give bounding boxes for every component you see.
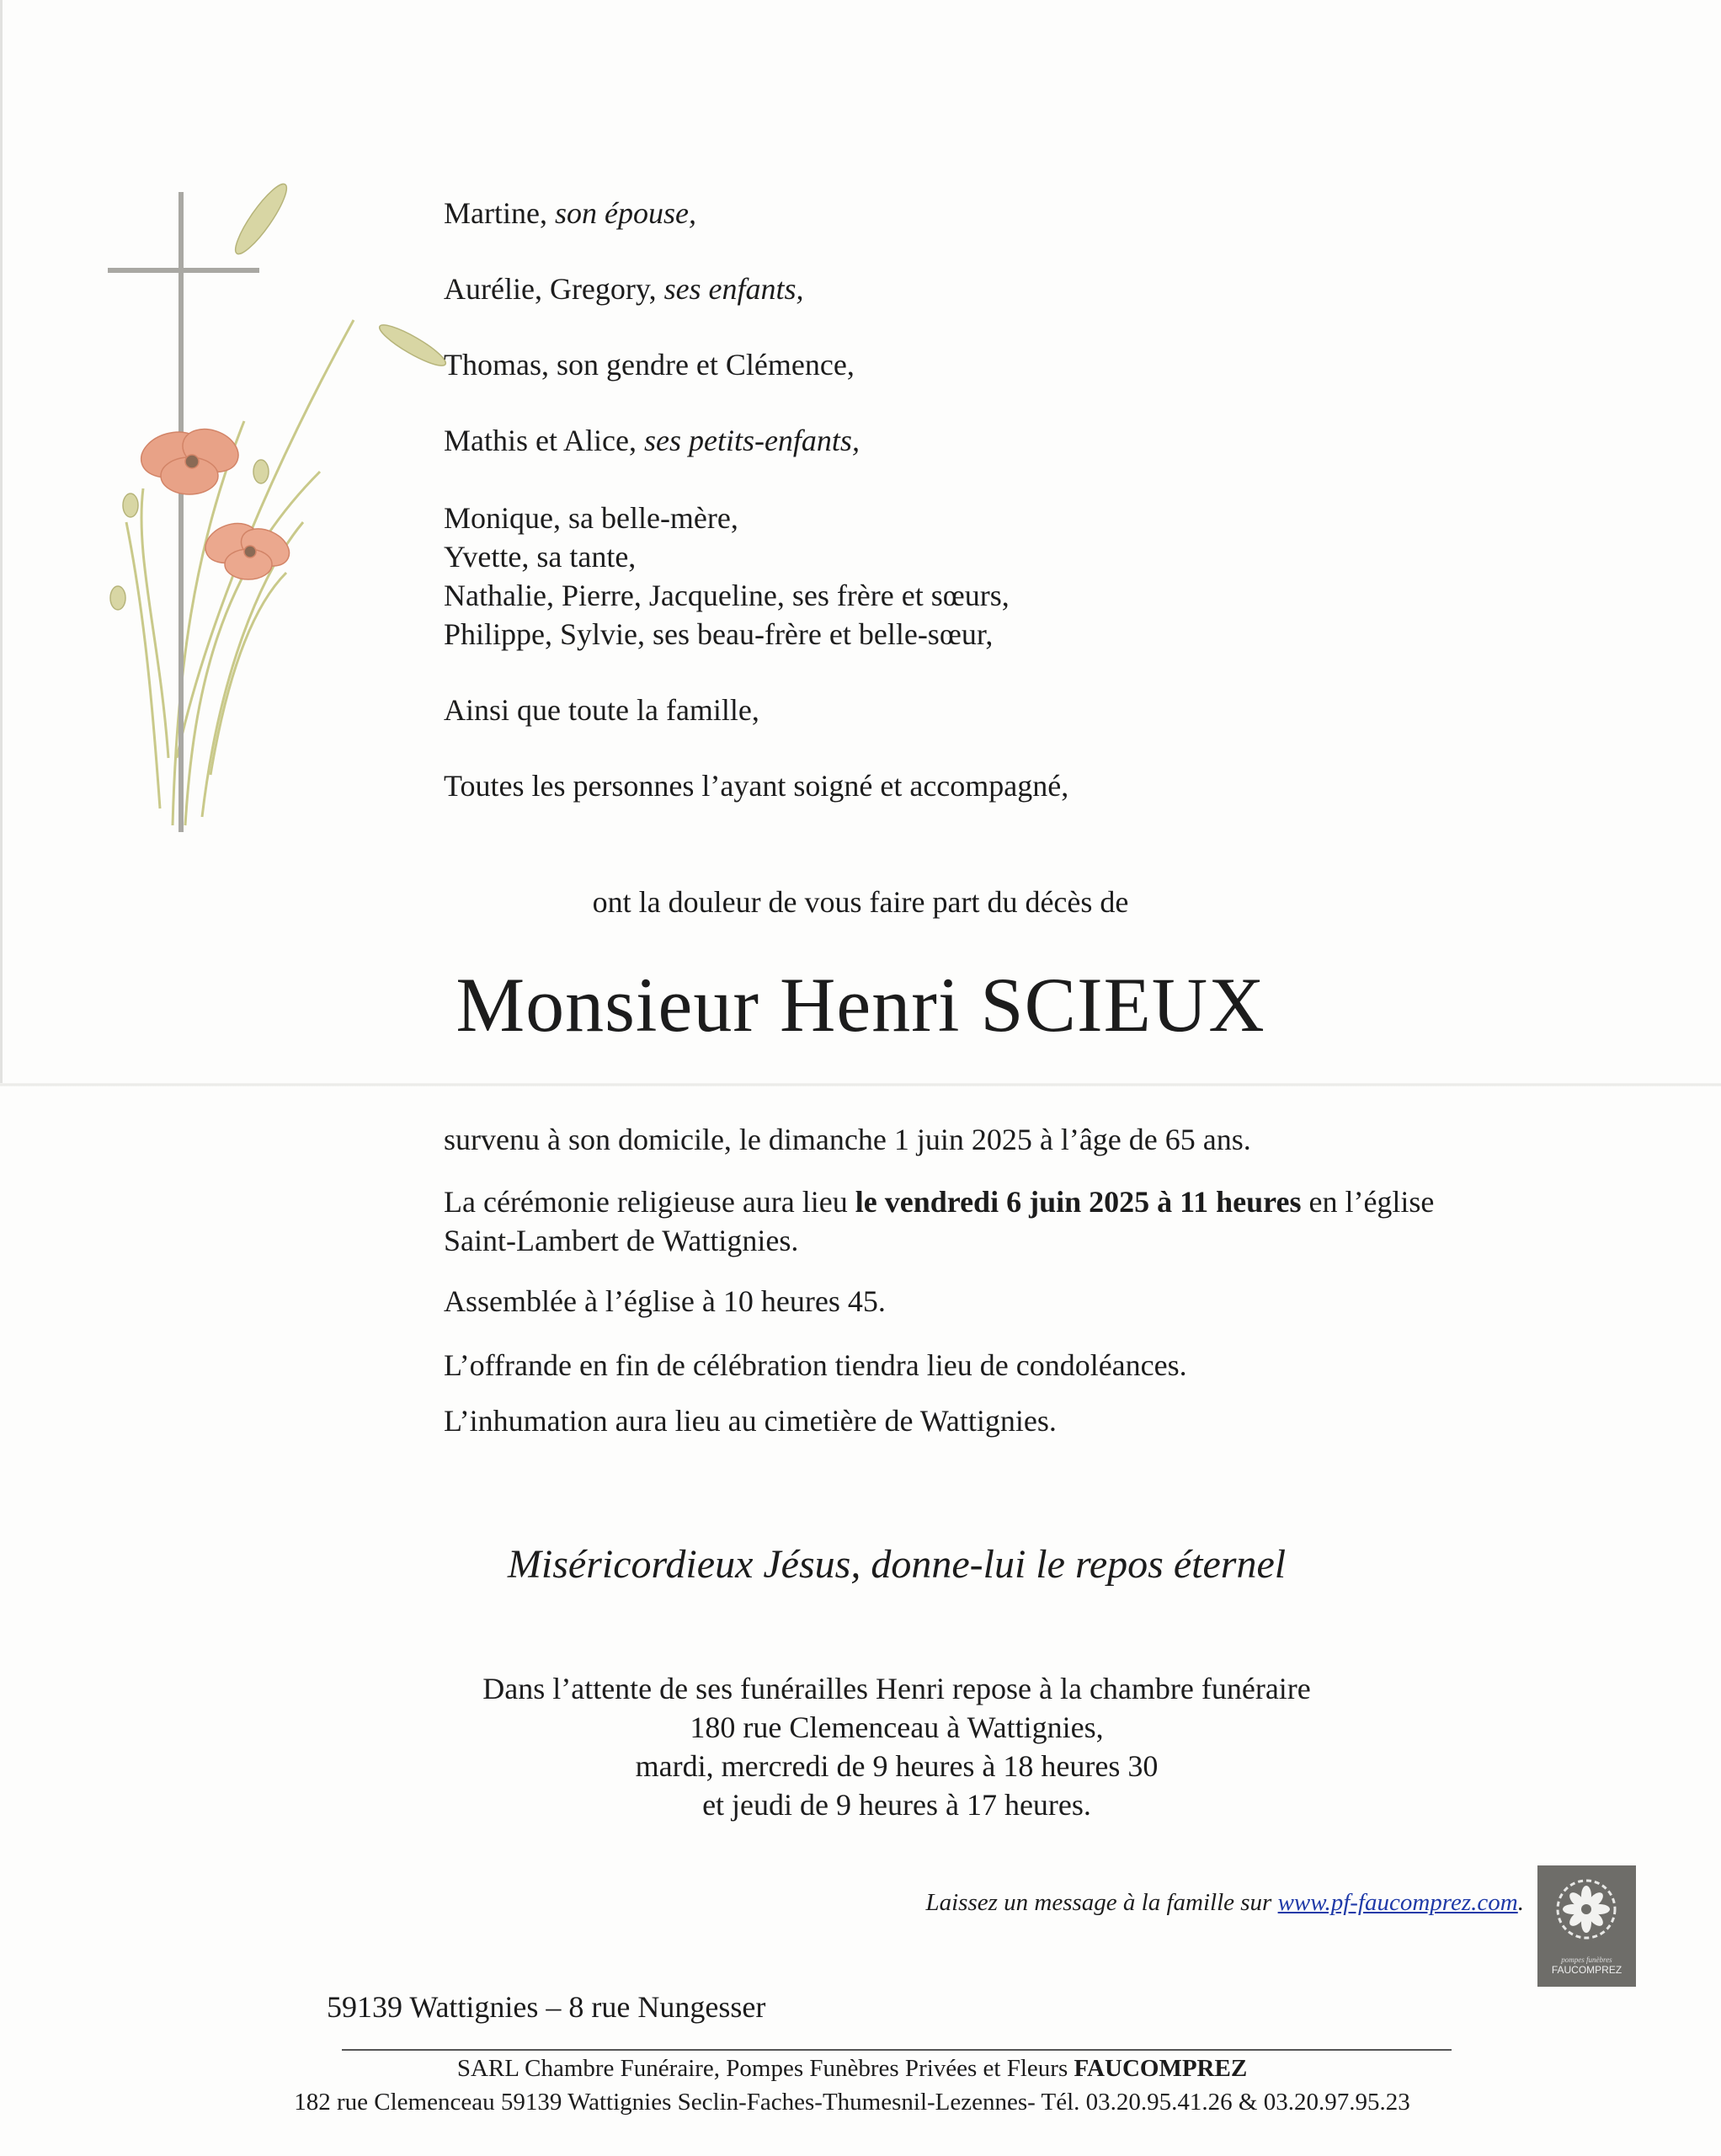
website-link[interactable]: www.pf-faucomprez.com xyxy=(1277,1889,1518,1916)
caregivers: Toutes les personnes l’ayant soigné et accompagné, xyxy=(444,769,1069,803)
ceremony-info: La cérémonie religieuse aura lieu le vendredi 6 juin 2025 à 11 heures en l’église Saint-Lambert de Wattignies. xyxy=(444,1185,1435,1257)
logo-tagline: pompes funèbres xyxy=(1561,1956,1612,1964)
announcement: ont la douleur de vous faire part du décès de xyxy=(592,885,1129,919)
fold-line xyxy=(0,1083,1721,1086)
death-notice: survenu à son domicile, le dimanche 1 juin 2025 à l’âge de 65 ans. xyxy=(444,1123,1251,1156)
deceased-name: Monsieur Henri SCIEUX xyxy=(456,962,1265,1048)
online-message: Laissez un message à la famille sur www.pf-faucomprez.com. xyxy=(925,1889,1524,1916)
logo-brand: FAUCOMPREZ xyxy=(1551,1964,1622,1976)
assembly-info: Assemblée à l’église à 10 heures 45. xyxy=(444,1284,886,1318)
faucomprez-logo xyxy=(1537,1865,1636,1987)
page-edge xyxy=(0,0,3,1086)
prayer: Miséricordieux Jésus, donne-lui le repos éternel xyxy=(507,1542,1287,1587)
footer-company: SARL Chambre Funéraire, Pompes Funèbres Privées et Fleurs FAUCOMPREZ xyxy=(456,2055,1248,2082)
cross-poppy-illustration xyxy=(93,168,446,842)
offering-info: L’offrande en fin de célébration tiendra lieu de condoléances. xyxy=(444,1348,1187,1382)
burial-info: L’inhumation aura lieu au cimetière de Wattignies. xyxy=(444,1404,1057,1438)
footer-rule xyxy=(342,2049,1452,2051)
extended-family: Monique, sa belle-mère, Yvette, sa tante, Nathalie, Pierre, Jacqueline, ses frère et sœurs, Philippe, Sylvie, ses beau-frère et belle-sœur, xyxy=(444,501,1010,651)
poppy-icon xyxy=(200,516,295,579)
wake-info: Dans l’attente de ses funérailles Henri repose à la chambre funéraire 180 rue Clemenceau à Wattignies, mardi, mercredi de 9 heures à 18 heures 30 et jeudi de 9 heures à 17 heures. xyxy=(482,1672,1311,1822)
footer-contact: 182 rue Clemenceau 59139 Wattignies Seclin-Faches-Thumesnil-Lezennes- Tél. 03.20.95.41.26 & 03.20.97.95.23 xyxy=(294,2089,1410,2116)
family-all: Ainsi que toute la famille, xyxy=(444,693,759,727)
poppy-icon xyxy=(136,422,245,494)
family-line-4: Mathis et Alice, ses petits-enfants, xyxy=(444,424,860,457)
family-line-3: Thomas, son gendre et Clémence, xyxy=(444,348,855,382)
family-line-1: Martine, son épouse, xyxy=(444,196,696,230)
flower-emblem-icon xyxy=(1537,1865,1636,1958)
home-address: 59139 Wattignies – 8 rue Nungesser xyxy=(327,1990,766,2024)
family-line-2: Aurélie, Gregory, ses enfants, xyxy=(444,272,804,306)
